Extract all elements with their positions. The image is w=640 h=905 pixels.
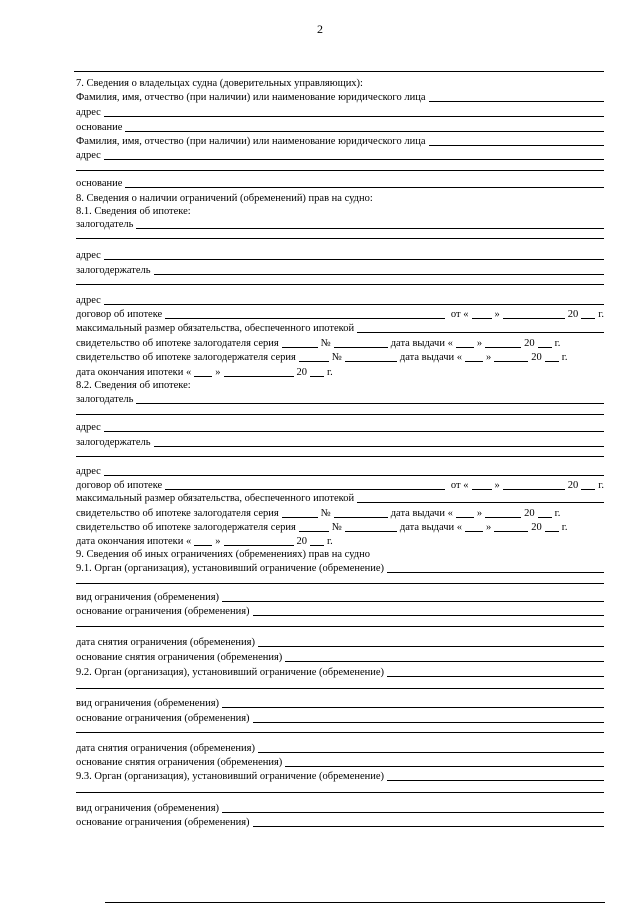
blank-line[interactable]: [76, 626, 604, 627]
mortgage-2-cert-pledgor-field[interactable]: свидетельство об ипотеке залогодателя серия № дата выдачи « » 20 г.: [76, 508, 561, 519]
top-rule: [74, 71, 604, 72]
mortgage-2-cert-pledgee-field[interactable]: свидетельство об ипотеке залогодержателя серия № дата выдачи « » 20 г.: [76, 522, 568, 533]
mortgage-2-contract-field[interactable]: договор об ипотеке от « » 20 г.: [76, 480, 604, 491]
restriction-1-type-field[interactable]: вид ограничения (обременения): [76, 590, 604, 604]
blank-line[interactable]: [76, 284, 604, 285]
blank-line[interactable]: [76, 238, 604, 239]
mortgage-1-cert-pledgor-field[interactable]: свидетельство об ипотеке залогодателя серия № дата выдачи « » 20 г.: [76, 338, 561, 349]
restriction-3-basis-field[interactable]: основание ограничения (обременения): [76, 815, 604, 829]
restriction-2-removal-basis-field[interactable]: основание снятия ограничения (обременения): [76, 755, 604, 769]
owner-2-name-field[interactable]: Фамилия, имя, отчество (при наличии) или наименование юридического лица: [76, 134, 604, 148]
mortgage-1-pledgor-address-field[interactable]: адрес: [76, 248, 604, 262]
mortgage-2-pledgee-address-field[interactable]: адрес: [76, 464, 604, 478]
restriction-3-type-field[interactable]: вид ограничения (обременения): [76, 801, 604, 815]
owner-1-name-field[interactable]: Фамилия, имя, отчество (при наличии) или наименование юридического лица: [76, 90, 604, 104]
mortgage-2-pledgee-field[interactable]: залогодержатель: [76, 435, 604, 449]
mortgage-1-max-amount-field[interactable]: максимальный размер обязательства, обеспеченного ипотекой: [76, 321, 604, 335]
mortgage-2-end-date-field[interactable]: дата окончания ипотеки « » 20 г.: [76, 536, 333, 547]
restriction-1-removal-date-field[interactable]: дата снятия ограничения (обременения): [76, 635, 604, 649]
restriction-1-removal-basis-field[interactable]: основание снятия ограничения (обременения): [76, 650, 604, 664]
owner-1-basis-field[interactable]: основание: [76, 120, 604, 134]
section-8-heading: 8. Сведения о наличии ограничений (обременений) прав на судно:: [76, 193, 373, 204]
mortgage-2-max-amount-field[interactable]: максимальный размер обязательства, обеспеченного ипотекой: [76, 491, 604, 505]
owner-2-address-field[interactable]: адрес: [76, 148, 604, 162]
bottom-rule: [105, 902, 605, 903]
restriction-3-authority-field[interactable]: 9.3. Орган (организация), установивший ограничение (обременение): [76, 769, 604, 783]
blank-line[interactable]: [76, 792, 604, 793]
section-8-1-heading: 8.1. Сведения об ипотеке:: [76, 206, 191, 217]
blank-line[interactable]: [76, 414, 604, 415]
blank-line[interactable]: [76, 583, 604, 584]
mortgage-1-cert-pledgee-field[interactable]: свидетельство об ипотеке залогодержателя серия № дата выдачи « » 20 г.: [76, 352, 568, 363]
mortgage-1-contract-field[interactable]: договор об ипотеке от « » 20 г.: [76, 309, 604, 320]
restriction-1-basis-field[interactable]: основание ограничения (обременения): [76, 604, 604, 618]
mortgage-1-end-date-field[interactable]: дата окончания ипотеки « » 20 г.: [76, 367, 333, 378]
section-9-heading: 9. Сведения об иных ограничениях (обременениях) прав на судно: [76, 549, 370, 560]
restriction-2-basis-field[interactable]: основание ограничения (обременения): [76, 711, 604, 725]
blank-line[interactable]: [76, 732, 604, 733]
mortgage-1-pledgee-address-field[interactable]: адрес: [76, 293, 604, 307]
blank-line[interactable]: [76, 170, 604, 171]
section-8-2-heading: 8.2. Сведения об ипотеке:: [76, 380, 191, 391]
mortgage-1-pledgee-field[interactable]: залогодержатель: [76, 263, 604, 277]
restriction-1-authority-field[interactable]: 9.1. Орган (организация), установивший ограничение (обременение): [76, 561, 604, 575]
blank-line[interactable]: [76, 688, 604, 689]
restriction-2-removal-date-field[interactable]: дата снятия ограничения (обременения): [76, 741, 604, 755]
blank-line[interactable]: [76, 456, 604, 457]
owner-2-basis-field[interactable]: основание: [76, 176, 604, 190]
mortgage-2-pledgor-field[interactable]: залогодатель: [76, 392, 604, 406]
page-number: 2: [317, 22, 323, 36]
section-7-heading: 7. Сведения о владельцах судна (доверительных управляющих):: [76, 78, 363, 89]
owner-1-address-field[interactable]: адрес: [76, 105, 604, 119]
restriction-2-authority-field[interactable]: 9.2. Орган (организация), установивший ограничение (обременение): [76, 665, 604, 679]
mortgage-2-pledgor-address-field[interactable]: адрес: [76, 420, 604, 434]
restriction-2-type-field[interactable]: вид ограничения (обременения): [76, 696, 604, 710]
mortgage-1-pledgor-field[interactable]: залогодатель: [76, 217, 604, 231]
